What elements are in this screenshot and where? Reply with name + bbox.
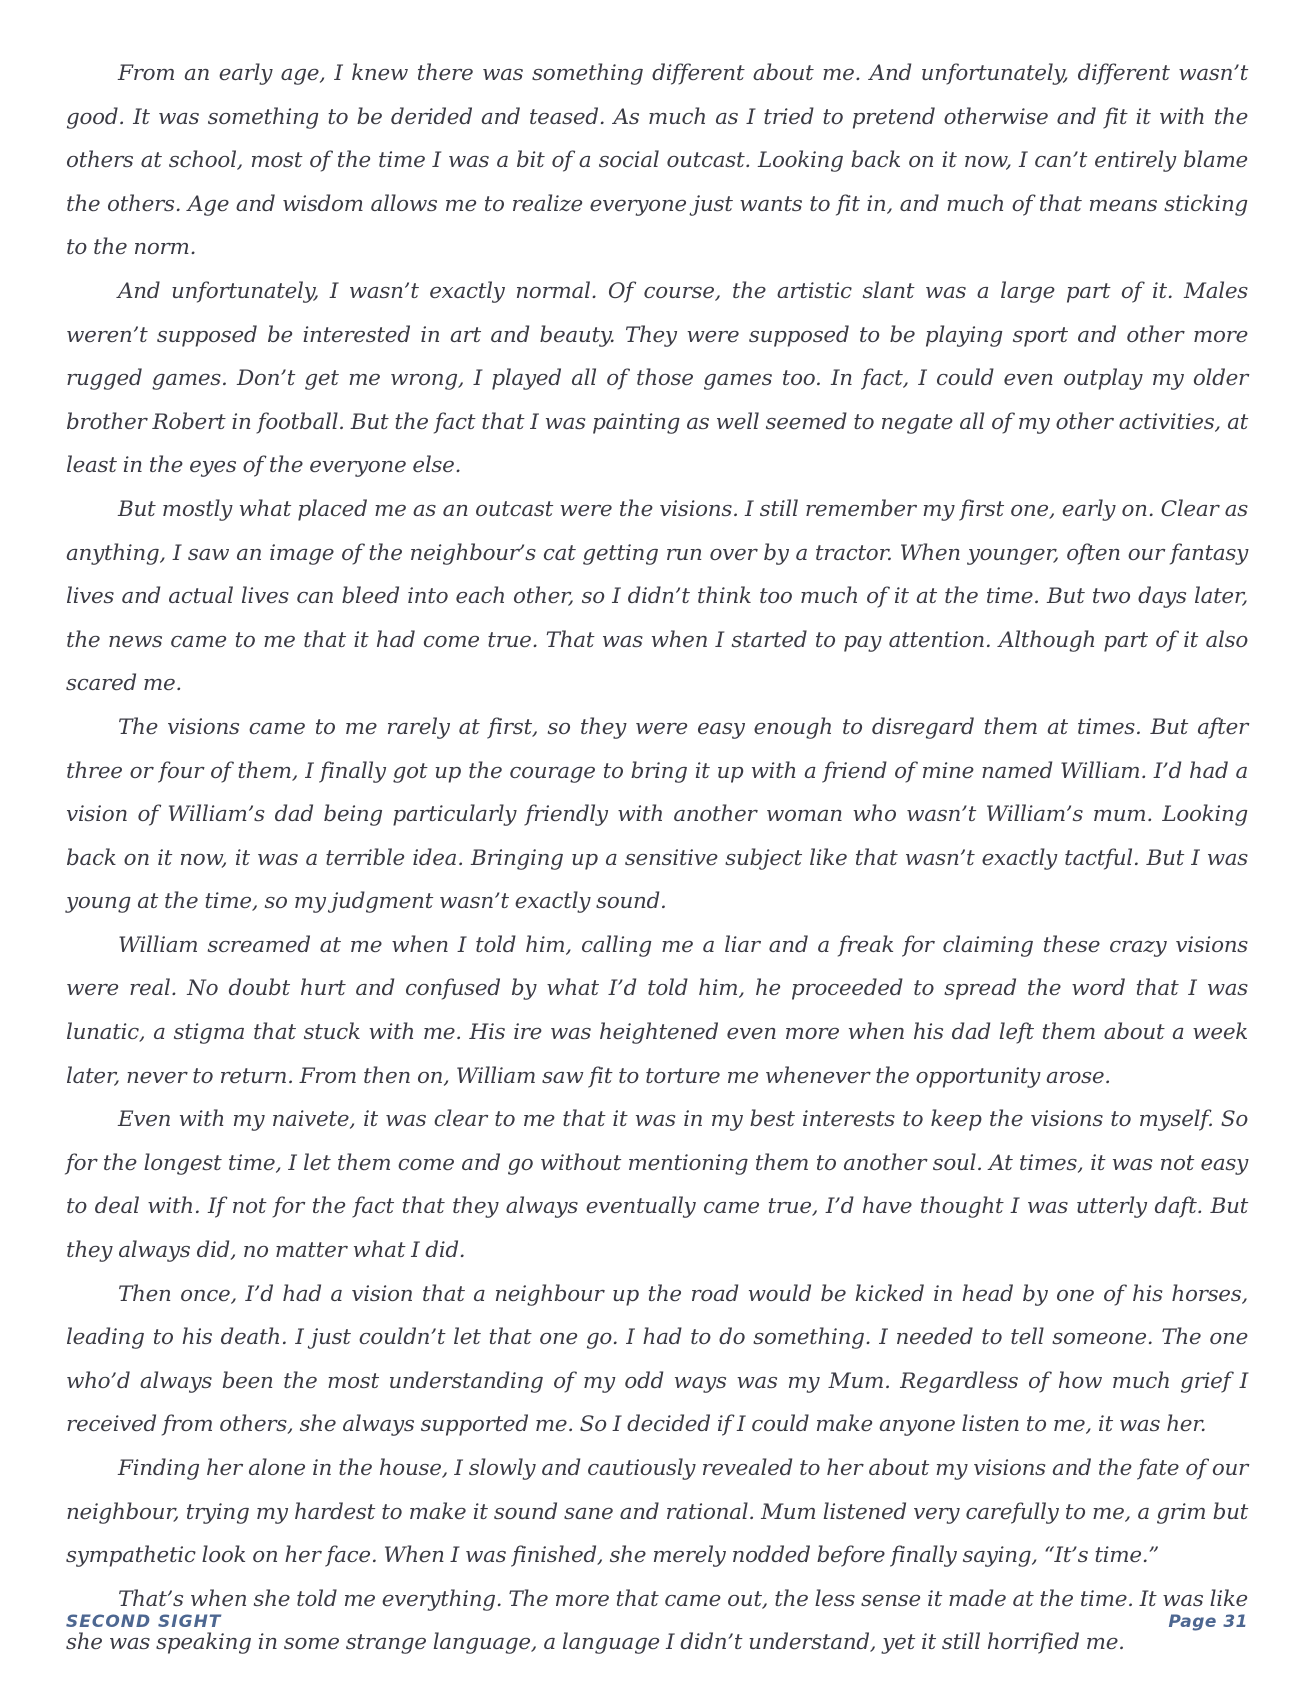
paragraph: That’s when she told me everything. The more that came out, the less sense it made at the time. It was like she was speaking in some strange language, a language I didn’t understand, yet it still horrified me. — [66, 1586, 1248, 1656]
page-number: Page 31 — [1168, 1612, 1248, 1632]
paragraph: And unfortunately, I wasn’t exactly normal. Of course, the artistic slant was a large part of it. Males weren’t supposed be interested in art and beauty. They were supposed to be playing sport and other more rugged games. Don’t get me wrong, I played all of those games too. In fact, I could even outplay my older brother Robert in football. But the fact that I was painting as well seemed to negate all of my other activities, at least in the eyes of the everyone else. — [66, 278, 1248, 479]
paragraph: William screamed at me when I told him, calling me a liar and a freak for claiming these crazy visions were real. No doubt hurt and confused by what I’d told him, he proceeded to spread the word that I was lunatic, a stigma that stuck with me. His ire was heightened even more when his dad left them about a week later, never to return. From then on, William saw fit to torture me whenever the opportunity arose. — [66, 932, 1248, 1089]
book-title: SECOND SIGHT — [66, 1612, 222, 1632]
paragraph: But mostly what placed me as an outcast were the visions. I still remember my first one, early on. Clear as anything, I saw an image of the neighbour’s cat getting run over by a tractor. When younger, often our fantasy lives and actual lives can bleed into each other, so I didn’t think too much of it at the time. But two days later, the news came to me that it had come true. That was when I started to pay attention. Although part of it also scared me. — [66, 496, 1248, 697]
paragraph: The visions came to me rarely at first, so they were easy enough to disregard them at times. But after three or four of them, I finally got up the courage to bring it up with a friend of mine named William. I’d had a vision of William’s dad being particularly friendly with another woman who wasn’t William’s mum. Looking back on it now, it was a terrible idea. Bringing up a sensitive subject like that wasn’t exactly tactful. But I was young at the time, so my judgment wasn’t exactly sound. — [66, 714, 1248, 915]
paragraph: From an early age, I knew there was something different about me. And unfortunately, different wasn’t good. It was something to be derided and teased. As much as I tried to pretend otherwise and fit it with the others at school, most of the time I was a bit of a social outcast. Looking back on it now, I can’t entirely blame the others. Age and wisdom allows me to realize everyone just wants to fit in, and much of that means sticking to the norm. — [66, 61, 1248, 261]
paragraph: Then once, I’d had a vision that a neighbour up the road would be kicked in head by one of his horses, leading to his death. I just couldn’t let that one go. I had to do something. I needed to tell someone. The one who’d always been the most understanding of my odd ways was my Mum. Regardless of how much grief I received from others, she always supported me. So I decided if I could make anyone listen to me, it was her. — [66, 1281, 1248, 1438]
body-text — [66, 52, 1248, 1665]
paragraph: Even with my naivete, it was clear to me that it was in my best interests to keep the visions to myself. So for the longest time, I let them come and go without mentioning them to another soul. At times, it was not easy to deal with. If not for the fact that they always eventually came true, I’d have thought I was utterly daft. But they always did, no matter what I did. — [66, 1107, 1248, 1264]
page-footer — [66, 1612, 1248, 1638]
paragraph: Finding her alone in the house, I slowly and cautiously revealed to her about my visions and the fate of our neighbour, trying my hardest to make it sound sane and rational. Mum listened very carefully to me, a grim but sympathetic look on her face. When I was finished, she merely nodded before finally saying, “It’s time.” — [66, 1456, 1248, 1569]
